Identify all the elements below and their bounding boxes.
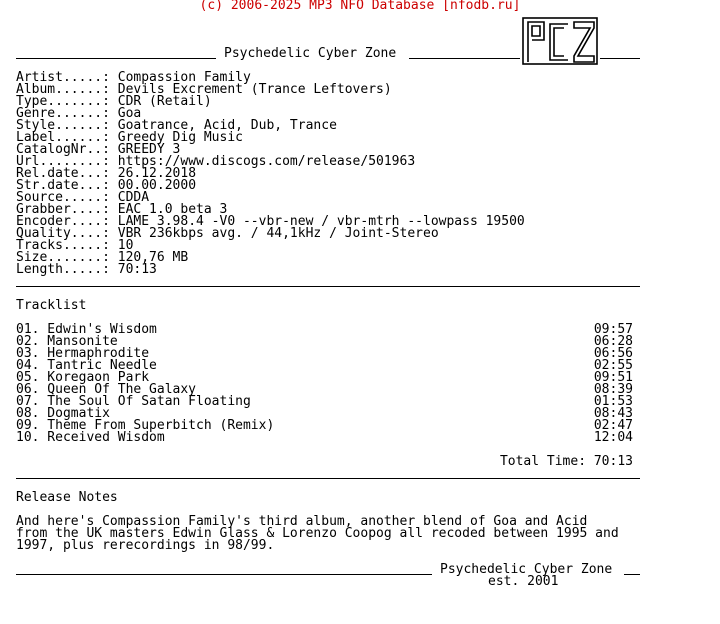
info-value: 70:13 — [117, 262, 157, 277]
info-value: 10 — [117, 238, 134, 253]
track-time: 01:53 — [593, 394, 633, 409]
track-title: 05. Koregaon Park — [16, 370, 150, 385]
footer-rule-left — [16, 574, 432, 575]
info-key: Type.......: — [16, 94, 110, 109]
info-value: 120,76 MB — [117, 250, 189, 265]
pcz-logo — [522, 16, 600, 66]
header-rule-middle — [409, 58, 520, 59]
notes-heading: Release Notes — [16, 490, 118, 505]
info-value: CDR (Retail) — [117, 94, 212, 109]
release-info — [16, 72, 525, 276]
info-value: GREEDY 3 — [117, 142, 181, 157]
site-banner: (c) 2006-2025 MP3 NFO Database [nfodb.ru] — [199, 0, 521, 13]
notes-line: 1997, plus rerecordings in 98/99. — [16, 538, 275, 553]
info-key: Rel.date...: — [16, 166, 110, 181]
track-title: 09. Theme From Superbitch (Remix) — [16, 418, 275, 433]
divider-1 — [16, 286, 640, 287]
tracklist — [16, 324, 633, 444]
header-rule-right — [600, 58, 640, 59]
info-key: Artist.....: — [16, 70, 110, 85]
info-value: Goatrance, Acid, Dub, Trance — [117, 118, 337, 133]
info-value: Devils Excrement (Trance Leftovers) — [117, 82, 392, 97]
footer-rule-right — [624, 574, 640, 575]
track-title: 06. Queen Of The Galaxy — [16, 382, 197, 397]
footer-established: est. 2001 — [488, 574, 559, 589]
tracklist-heading: Tracklist — [16, 298, 87, 313]
track-title: 02. Mansonite — [16, 334, 118, 349]
info-value: VBR 236kbps avg. / 44,1kHz / Joint-Stereo — [117, 226, 439, 241]
info-key: Str.date...: — [16, 178, 110, 193]
track-time: 02:55 — [593, 358, 633, 373]
track-time: 02:47 — [593, 418, 633, 433]
header-group-name: Psychedelic Cyber Zone — [224, 46, 397, 61]
track-title: 10. Received Wisdom — [16, 430, 165, 445]
track-time: 06:28 — [593, 334, 633, 349]
info-value: EAC 1.0 beta 3 — [117, 202, 228, 217]
info-value: 00.00.2000 — [117, 178, 197, 193]
track-time: 08:39 — [593, 382, 633, 397]
track-time: 06:56 — [593, 346, 633, 361]
info-key: Length.....: — [16, 262, 110, 277]
info-value: Goa — [117, 106, 142, 121]
info-key: Encoder....: — [16, 214, 110, 229]
track-time: 12:04 — [593, 430, 633, 445]
notes-line: from the UK masters Edwin Glass & Lorenzo Coopog all recoded between 1995 and — [16, 526, 619, 541]
release-notes — [16, 516, 619, 552]
info-key: Album......: — [16, 82, 110, 97]
track-time: 08:43 — [593, 406, 633, 421]
track-time: 09:57 — [593, 322, 633, 337]
track-title: 08. Dogmatix — [16, 406, 110, 421]
header-rule-left — [16, 58, 216, 59]
track-row — [16, 432, 633, 444]
info-key: Url........: — [16, 154, 110, 169]
info-value: CDDA — [117, 190, 150, 205]
track-time: 09:51 — [593, 370, 633, 385]
info-key: Source.....: — [16, 190, 110, 205]
info-key: Quality....: — [16, 226, 110, 241]
footer-group-name: Psychedelic Cyber Zone — [440, 562, 613, 577]
track-title: 03. Hermaphrodite — [16, 346, 150, 361]
info-key: Style......: — [16, 118, 110, 133]
info-value: 26.12.2018 — [117, 166, 197, 181]
info-key: Genre......: — [16, 106, 110, 121]
info-key: CatalogNr..: — [16, 142, 110, 157]
divider-2 — [16, 478, 640, 479]
info-value: Greedy Dig Music — [117, 130, 243, 145]
info-row — [16, 264, 525, 276]
info-key: Size.......: — [16, 250, 110, 265]
total-time: Total Time: 70:13 — [499, 454, 633, 469]
info-value: Compassion Family — [117, 70, 251, 85]
info-key: Tracks.....: — [16, 238, 110, 253]
info-key: Label......: — [16, 130, 110, 145]
notes-line: And here's Compassion Family's third album, another blend of Goa and Acid — [16, 514, 588, 529]
info-key: Grabber....: — [16, 202, 110, 217]
track-title: 01. Edwin's Wisdom — [16, 322, 157, 337]
track-title: 07. The Soul Of Satan Floating — [16, 394, 251, 409]
info-value: https://www.discogs.com/release/501963 — [117, 154, 416, 169]
track-title: 04. Tantric Needle — [16, 358, 157, 373]
info-value: LAME 3.98.4 -V0 --vbr-new / vbr-mtrh --lowpass 19500 — [117, 214, 525, 229]
